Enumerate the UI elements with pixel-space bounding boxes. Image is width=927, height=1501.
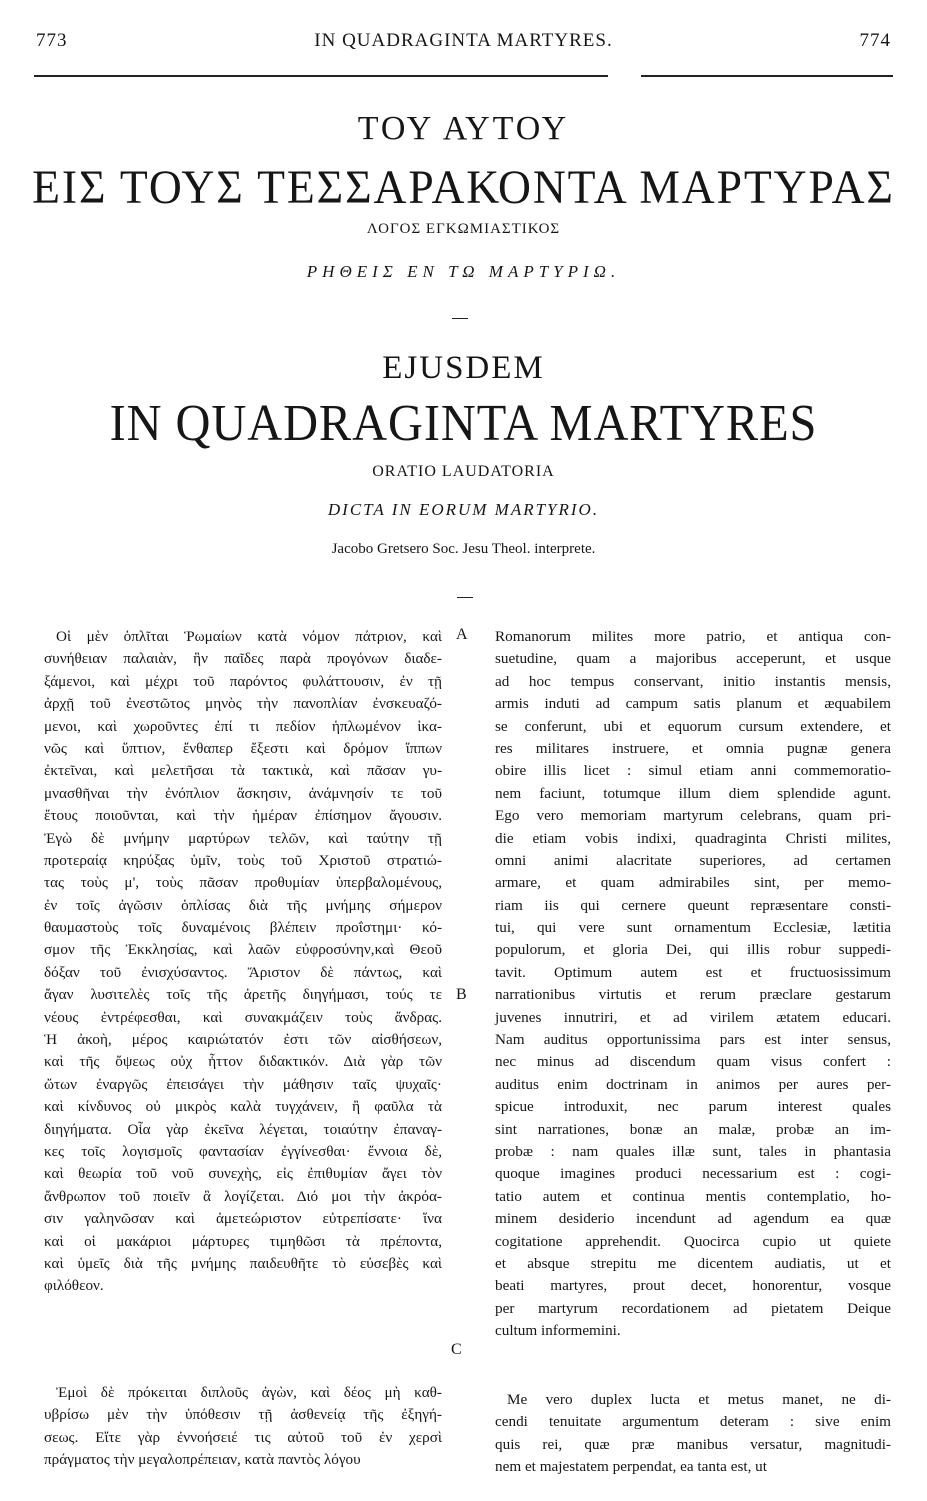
running-title: IN QUADRAGINTA MARTYRES. xyxy=(314,30,613,51)
greek-column-continued xyxy=(44,1382,442,1472)
text-line: διηγήματα. Οἷα γὰρ ἐκεῖνα λέγεται, τοιαύτην ἐπαναγ- xyxy=(44,1120,442,1138)
text-line: Ego vero memoriam martyrum celebrans, quam pri- xyxy=(495,807,891,825)
text-line: tatio autem et continua mentis contemplatio, ho- xyxy=(495,1187,891,1205)
text-line: σεως. Εἴτε γὰρ ἐννοήσειέ τις αὐτοῦ τοῦ ἐν χερσὶ xyxy=(44,1428,442,1446)
text-line: obire illis licet : simul etiam anni commemoratio- xyxy=(495,762,891,780)
text-line: probæ : nam quales illæ sunt, tales in phantasia xyxy=(495,1142,891,1160)
text-line: juvenes innutriri, et ad virilem ætatem educari. xyxy=(495,1008,891,1026)
text-line: σιν γαληνῶσαν καὶ ἀμετεώριστον εὐτρεπίσατε· ἵνα xyxy=(44,1210,442,1228)
text-line: suetudine, quam a majoribus acceperunt, et usque xyxy=(495,650,891,668)
text-line: sint narrationes, bonæ an malæ, probæ an im- xyxy=(495,1120,891,1138)
latin-main-title: IN QUADRAGINTA MARTYRES xyxy=(109,395,818,452)
text-line: cendi tenuitate argumentum deteram : sive enim xyxy=(495,1413,891,1431)
page-number-left: 773 xyxy=(36,30,68,51)
text-line: spicue introduxit, nec parum interest quales xyxy=(495,1098,891,1116)
text-line: καὶ τῆς ὄψεως οὐχ ἧττον διδακτικόν. Διὰ γὰρ τῶν xyxy=(44,1053,442,1071)
text-line: ἄνθρωπον τοῦ ποιεῖν ἃ λογίζεται. Διό μοι τὴν ἀκρόα- xyxy=(44,1187,442,1205)
text-line: Ἐγὼ δὲ μνήμην μαρτύρων τελῶν, καὶ ταύτην τῇ xyxy=(44,829,442,847)
text-line: νῶς καὶ ὕπτιον, ἔνθαπερ ἔξεστι καὶ δρόμον ἵππων xyxy=(44,739,442,757)
text-line: res militares instruere, et omnia pugnæ genera xyxy=(495,739,891,757)
text-line: ἀρχῇ τοῦ ἐνεστῶτος μηνὸς τὴν πανοπλίαν ἐνσκευαζό- xyxy=(44,695,442,713)
text-line: καὶ θεωρία τοῦ νοῦ συνεχὴς, εἰς ἐπιθυμίαν ἄγει τὸν xyxy=(44,1165,442,1183)
text-line: cogitatione apprehendit. Quocirca cupio ut quiete xyxy=(495,1232,891,1250)
header-rule-left xyxy=(34,75,608,77)
text-line: θαυμαστοὺς τοῖς δυναμένοις βλέπειν προΐστημι· κό- xyxy=(44,919,442,937)
greek-occasion: ΡΗΘΕΙΣ ΕΝ ΤΩ ΜΑΡΤΥΡΙΩ. xyxy=(306,262,621,281)
latin-column-continued xyxy=(495,1389,891,1479)
margin-marker-c: C xyxy=(451,1341,462,1358)
text-line: cultum informemini. xyxy=(495,1322,621,1340)
text-line: per martyrum recordationem ad pietatem Deique xyxy=(495,1299,891,1317)
header-rule-right xyxy=(641,75,893,77)
text-line: ἐκτεῖναι, καὶ μελετῆσαι τὰ τακτικὰ, καὶ πᾶσαν γυ- xyxy=(44,762,442,780)
text-line: νέους ἐντρέφεσθαι, καὶ συνακμάζειν τοὺς ἄνδρας. xyxy=(44,1008,442,1026)
page-number-right: 774 xyxy=(859,30,891,51)
text-line: nec minus ad discendum quam visus confert : xyxy=(495,1053,891,1071)
text-line: Nam auditus opportunissima pars est inter sensus, xyxy=(495,1031,891,1049)
text-line: Me vero duplex lucta et metus manet, ne di- xyxy=(507,1391,891,1408)
latin-occasion: DICTA IN EORUM MARTYRIO. xyxy=(327,500,600,519)
text-line: Ἐμοὶ δὲ πρόκειται διπλοῦς ἀγὼν, καὶ δέος μὴ καθ- xyxy=(56,1384,442,1401)
greek-title-line1: ΤΟΥ ΑΥΤΟΥ xyxy=(357,110,570,147)
text-line: nem et majestatem perpendat, ea tanta est, ut xyxy=(495,1458,767,1476)
text-line: μνασθῆναι τὴν ἐνόπλιον ἄσκησιν, ἀνάμνησίν τε τοῦ xyxy=(44,784,442,802)
text-line: ξάμενοι, καὶ μέχρι τοῦ παρόντος φυλάττουσιν, ἐν τῇ xyxy=(44,672,442,690)
text-line: κες τοῖς λογισμοῖς φαντασίαν ἐγγίνεσθαι· ἔννοια δὲ, xyxy=(44,1142,442,1160)
greek-column xyxy=(44,626,442,1298)
text-line: omni animi alacritate superiores, ad certamen xyxy=(495,851,891,869)
text-line: υβρίσω μὲν τὴν ὑπόθεσιν τῇ ἀσθενείᾳ τῆς ἐξηγή- xyxy=(44,1406,442,1424)
text-line: πράγματος τὴν μεγαλοπρέπειαν, κατὰ παντὸς λόγου xyxy=(44,1451,361,1469)
text-line: καὶ ὑμεῖς διὰ τῆς μνήμης παιδευθῆτε τὸ εὐσεβὲς καὶ xyxy=(44,1254,442,1272)
body-divider xyxy=(457,597,473,598)
text-line: δόξαν τοῦ ἐνισχύσαντος. Ἄριστον δὲ πάντως, καὶ xyxy=(44,963,442,981)
text-line: ἔτους ποιοῦνται, καὶ τὴν ἡμέραν ἐπίσημον ἄγουσιν. xyxy=(44,807,442,825)
latin-subtitle: ORATIO LAUDATORIA xyxy=(372,463,555,480)
margin-marker-a: A xyxy=(456,626,468,643)
text-line: tavit. Optimum autem est et fructuosissimum xyxy=(495,963,891,981)
greek-main-title: ΕΙΣ ΤΟΥΣ ΤΕΣΣΑΡΑΚΟΝΤΑ ΜΑΡΤΥΡΑΣ xyxy=(32,161,895,214)
text-line: Οἱ μὲν ὁπλῖται Ῥωμαίων κατὰ νόμον πάτριον, καὶ xyxy=(56,628,442,645)
text-line: συνήθειαν παλαιὰν, ἣν παῖδες παρὰ προγόνων διαδε- xyxy=(44,650,442,668)
text-line: quoque imagines produci necessarium est : cogi- xyxy=(495,1165,891,1183)
text-line: quis rei, quæ præ manibus versatur, magnitudi- xyxy=(495,1435,891,1453)
text-line: armare, et quam admirabiles sint, per memo- xyxy=(495,874,891,892)
text-line: ἐν τοῖς ἀγῶσιν ὁπλίσας διὰ τῆς μνήμης σήμερον xyxy=(44,896,442,914)
text-line: tui, qui vere sunt ornamentum Ecclesiæ, lætitia xyxy=(495,919,891,937)
text-line: minem desiderio incendunt ad agendum ea quæ xyxy=(495,1210,891,1228)
text-line: ὤτων ἐναργῶς ἐπεισάγει τὴν μάθησιν ταῖς ψυχαῖς· xyxy=(44,1075,442,1093)
text-line: se conferunt, ubi et equorum cursum extendere, et xyxy=(495,717,891,735)
text-line: τας τοὺς μ', τοὺς πᾶσαν προθυμίαν ὑπερβαλομένους, xyxy=(44,874,442,892)
greek-subtitle: ΛΟΓΟΣ ΕΓΚΩΜΙΑΣΤΙΚΟΣ xyxy=(366,221,561,237)
text-line: nem faciunt, totumque illum diem splendide agunt. xyxy=(495,784,891,802)
text-line: populorum, et gloria Dei, qui illis robur suppedi- xyxy=(495,941,891,959)
text-line: die etiam vobis indixi, quadraginta Christi milites, xyxy=(495,829,891,847)
text-line: ἄγαν λυσιτελὲς τοῖς τῆς ἀρετῆς διηγήμασι, τούς τε xyxy=(44,986,442,1004)
text-line: riam iis qui cernere queunt repræsentare consti- xyxy=(495,896,891,914)
text-line: προτεραίᾳ κηρύξας ὑμῖν, τοὺς τοῦ Χριστοῦ στρατιώ- xyxy=(44,851,442,869)
text-line: Romanorum milites more patrio, et antiqua con- xyxy=(495,628,891,645)
text-line: ad hoc tempus conservant, initio instantis mensis, xyxy=(495,672,891,690)
running-header xyxy=(36,30,891,54)
margin-marker-b: B xyxy=(456,986,467,1003)
text-line: auditus enim doctrinam in animos per aures per- xyxy=(495,1075,891,1093)
text-line: μενοι, καὶ χωροῦντες ἐπί τι πεδίον ἡπλωμένον ἱκα- xyxy=(44,717,442,735)
text-line: σμον τῆς Ἐκκλησίας, καὶ λαῶν εὐφροσύνην,καὶ Θεοῦ xyxy=(44,941,442,959)
title-divider xyxy=(452,318,468,319)
latin-title-line1: EJUSDEM xyxy=(382,350,545,386)
text-line: φιλόθεον. xyxy=(44,1277,104,1295)
translator-credit: Jacobo Gretsero Soc. Jesu Theol. interprete. xyxy=(331,541,596,557)
text-line: Ἡ ἀκοὴ, μέρος καιριώτατόν ἐστι τῶν αἰσθήσεων, xyxy=(44,1031,442,1049)
text-line: narrationibus virtutis et rerum præclare gestarum xyxy=(495,986,891,1004)
text-line: καὶ κίνδυνος οὐ μικρὸς καλὰ τυγχάνειν, ἢ φαῦλα τὰ xyxy=(44,1098,442,1116)
text-line: et absque strepitu me dicentem audiatis, ut et xyxy=(495,1254,891,1272)
text-line: armis induti ad campum satis planum et æquabilem xyxy=(495,695,891,713)
latin-column xyxy=(495,626,891,1343)
text-line: beati martyres, prout decet, honorentur, vosque xyxy=(495,1277,891,1295)
text-line: καὶ οἱ μακάριοι μάρτυρες τιμηθῶσι τὰ πρέποντα, xyxy=(44,1232,442,1250)
